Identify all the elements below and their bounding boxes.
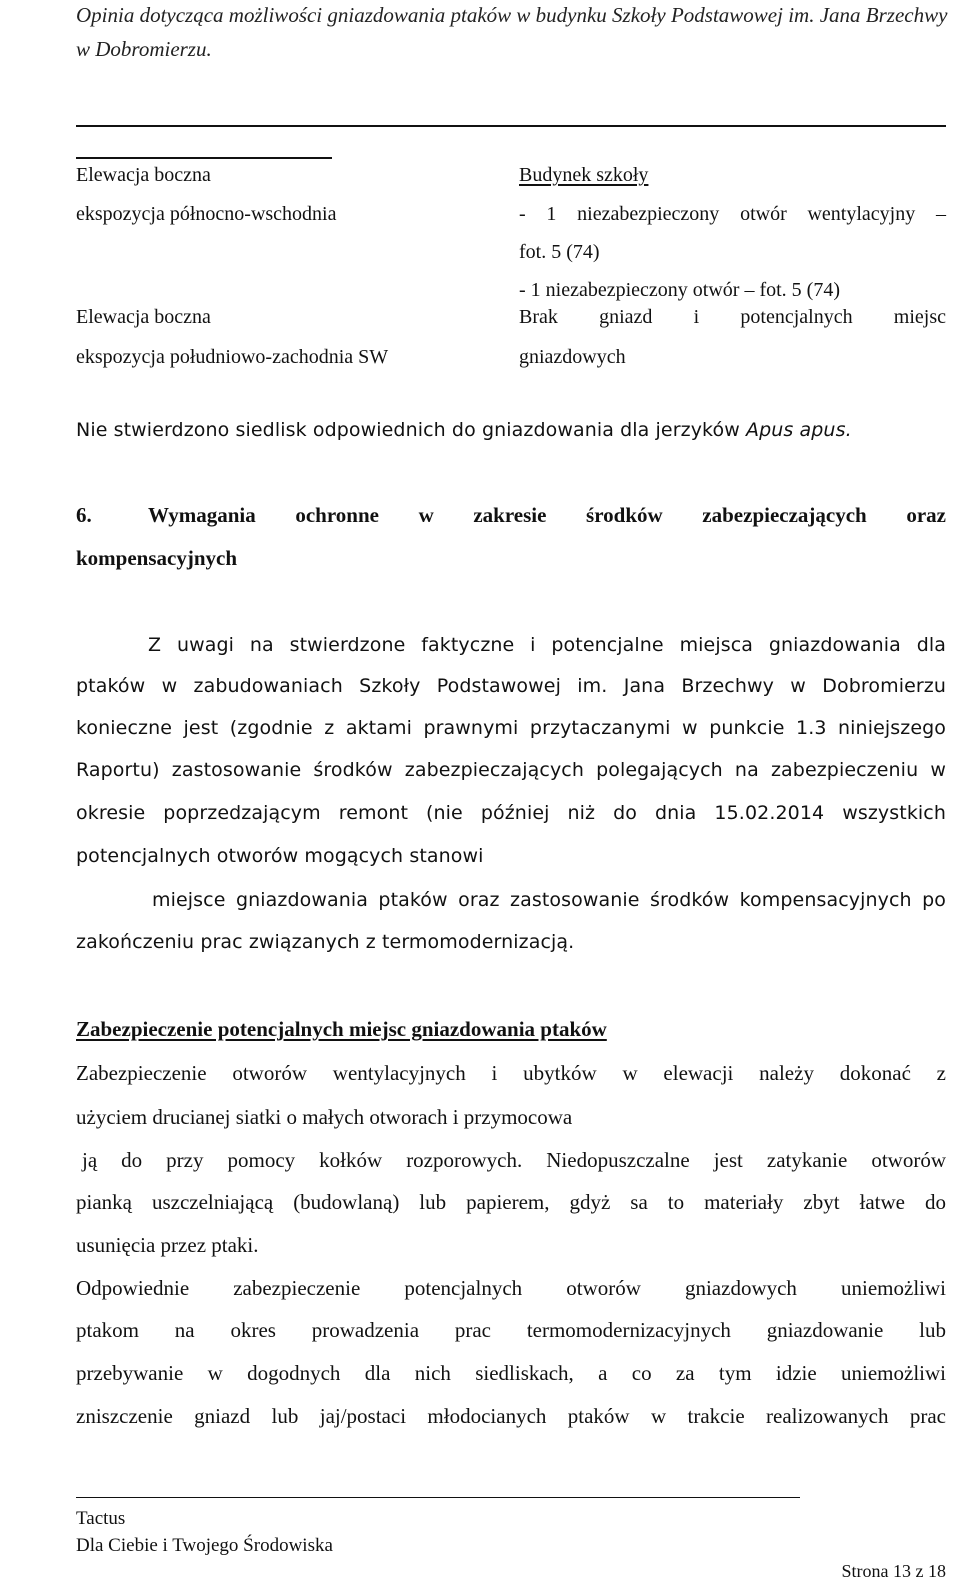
summary-sentence xyxy=(76,419,852,441)
subsection-line: ptakom na okres prowadzenia prac termomodernizacyjnych gniazdowanie lub xyxy=(76,1318,946,1342)
finding-1-line1: - 1 niezabezpieczony otwór wentylacyjny – xyxy=(519,203,946,225)
paragraph1-line: ptaków w zabudowaniach Szkoły Podstawowej im. Jana Brzechwy w Dobromierzu xyxy=(76,675,946,697)
row1-left-exposure: ekspozycja północno-wschodnia xyxy=(76,203,337,225)
paragraph1-line: miejsce gniazdowania ptaków oraz zastosowanie środków kompensacyjnych po xyxy=(152,889,946,911)
subsection-line: usunięcia przez ptaki. xyxy=(76,1233,259,1257)
subsection-line: Zabezpieczenie otworów wentylacyjnych i ubytków w elewacji należy dokonać z xyxy=(76,1061,946,1085)
subsection-line: pianką uszczelniającą (budowlaną) lub papierem, gdyż sa to materiały zbyt łatwe do xyxy=(76,1190,946,1214)
section-title-line1: Wymagania ochronne w zakresie środków zabezpieczających oraz xyxy=(148,503,946,527)
document-header-line2: w Dobromierzu. xyxy=(76,37,212,61)
subsection-line: zniszczenie gniazd lub jaj/postaci młodocianych ptaków w trakcie realizowanych prac xyxy=(76,1404,946,1428)
paragraph1-line: potencjalnych otworów mogących stanowi xyxy=(76,845,484,867)
page-number: Strona 13 z 18 xyxy=(841,1561,946,1581)
subsection-line: przebywanie w dogodnych dla nich siedliskach, a co za tym idzie uniemożliwi xyxy=(76,1361,946,1385)
species-latin-name: Apus apus. xyxy=(745,419,852,441)
finding-1-line2: fot. 5 (74) xyxy=(519,241,600,263)
paragraph1-line: Z uwagi na stwierdzone faktyczne i potencjalne miejsca gniazdowania dla xyxy=(148,634,946,656)
header-rule xyxy=(76,125,946,127)
paragraph1-line: konieczne jest (zgodnie z aktami prawnymi przytaczanymi w punkcie 1.3 niniejszego xyxy=(76,717,946,739)
row2-left-exposure: ekspozycja południowo-zachodnia SW xyxy=(76,346,389,368)
footer-rule xyxy=(76,1497,800,1498)
paragraph1-line: Raportu) zastosowanie środków zabezpieczających polegających na zabezpieczeniu w xyxy=(76,759,946,781)
table-top-rule xyxy=(76,157,332,159)
finding-2: - 1 niezabezpieczony otwór – fot. 5 (74) xyxy=(519,279,840,301)
section-title-line2: kompensacyjnych xyxy=(76,546,238,570)
document-header-line1: Opinia dotycząca możliwości gniazdowania ptaków w budynku Szkoły Podstawowej im. Jana Brzechwy xyxy=(76,3,948,27)
summary-text: Nie stwierdzono siedlisk odpowiednich do gniazdowania dla jerzyków xyxy=(76,419,740,441)
subsection-title: Zabezpieczenie potencjalnych miejsc gniazdowania ptaków xyxy=(76,1017,607,1041)
subsection-line: ją do przy pomocy kołków rozporowych. Niedopuszczalne jest zatykanie otworów xyxy=(82,1148,946,1172)
footer-company: Tactus xyxy=(76,1508,126,1529)
row2-left-title: Elewacja boczna xyxy=(76,306,211,328)
row2-right-line1: Brak gniazd i potencjalnych miejsc xyxy=(519,306,946,328)
section-number: 6. xyxy=(76,503,92,527)
row1-left-title: Elewacja boczna xyxy=(76,164,211,186)
footer-slogan: Dla Ciebie i Twojego Środowiska xyxy=(76,1535,333,1556)
row2-right-line2: gniazdowych xyxy=(519,346,626,368)
subsection-line: Odpowiednie zabezpieczenie potencjalnych otworów gniazdowych uniemożliwi xyxy=(76,1276,946,1300)
building-heading: Budynek szkoły xyxy=(519,164,649,186)
subsection-line: użyciem drucianej siatki o małych otworach i przymocowa xyxy=(76,1105,573,1129)
paragraph1-line: okresie poprzedzającym remont (nie później niż do dnia 15.02.2014 wszystkich xyxy=(76,802,946,824)
paragraph1-line: zakończeniu prac związanych z termomodernizacją. xyxy=(76,931,575,953)
